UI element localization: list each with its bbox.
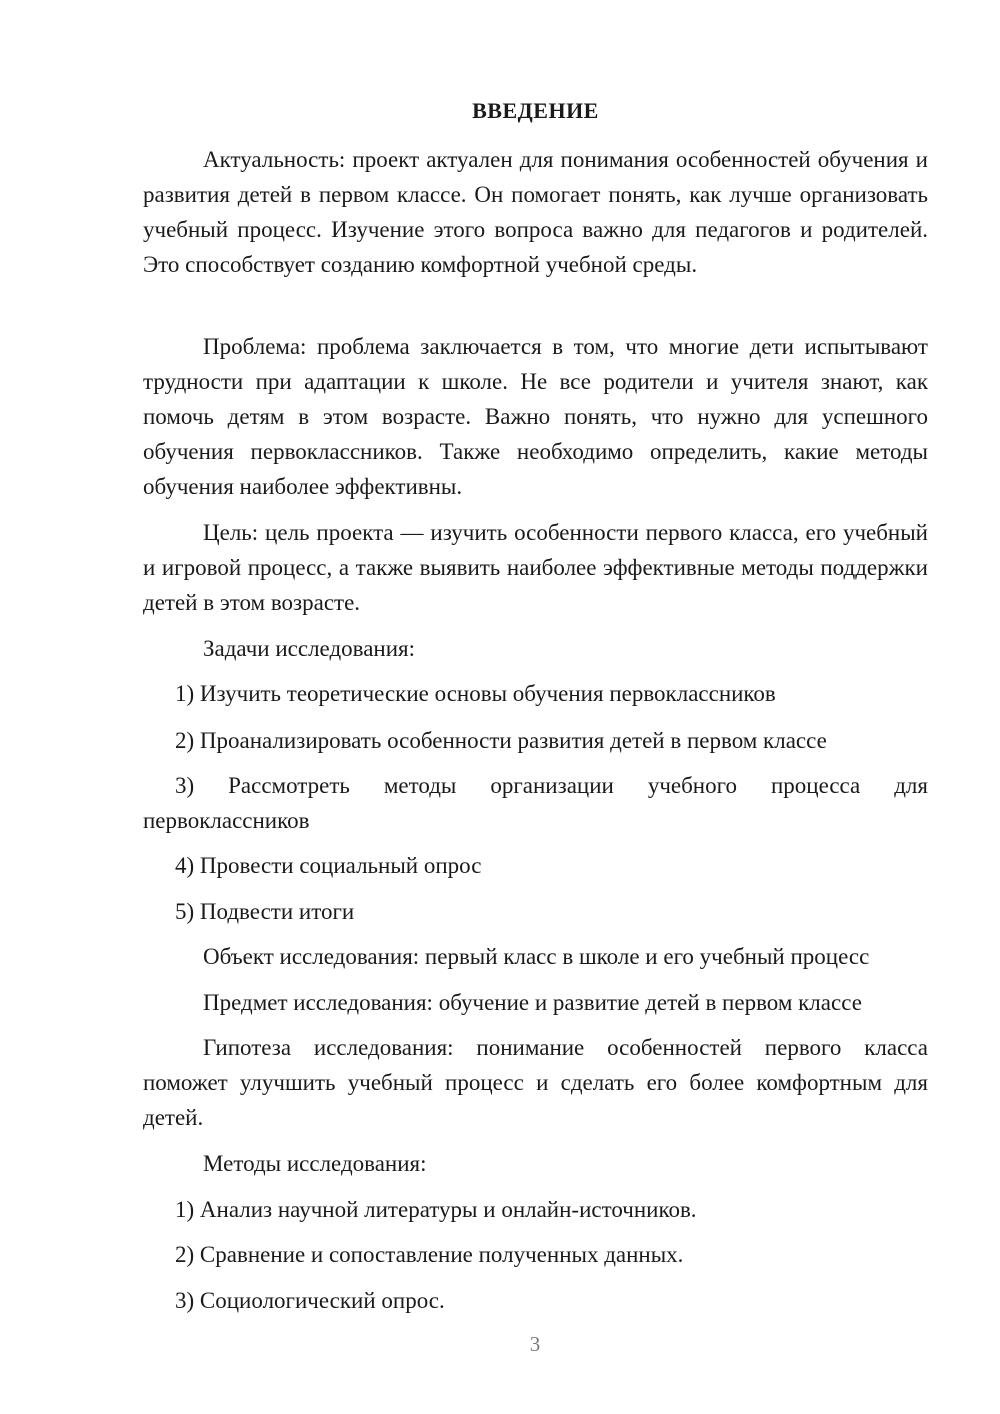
- paragraph-problem: Проблема: проблема заключается в том, что многие дети испытывают трудности при адаптации к школе. Не все родители и учителя знают, как помочь детям в этом возрасте. Важно понять, что нужно для успешного обучения первоклассников. Также необходимо определить, какие методы обучения наиболее эффективны.: [143, 334, 928, 499]
- task-item: 3) Рассмотреть методы организации учебного процесса для первоклассников: [143, 773, 928, 833]
- methods-heading: Методы исследования:: [203, 1151, 427, 1176]
- paragraph-goal: Цель: цель проекта — изучить особенности первого класса, его учебный и игровой процесс, а также выявить наиболее эффективные методы поддержки детей в этом возрасте.: [143, 520, 928, 615]
- research-subject: Предмет исследования: обучение и развитие детей в первом классе: [203, 990, 862, 1015]
- method-item: 3) Социологический опрос.: [175, 1288, 445, 1313]
- tasks-heading: Задачи исследования:: [203, 636, 416, 661]
- task-item: 5) Подвести итоги: [175, 899, 355, 924]
- task-item: 2) Проанализировать особенности развития детей в первом классе: [175, 728, 827, 753]
- task-item: 1) Изучить теоретические основы обучения первоклассников: [175, 681, 776, 706]
- method-item: 2) Сравнение и сопоставление полученных данных.: [175, 1242, 684, 1267]
- paragraph-relevance: Актуальность: проект актуален для понимания особенностей обучения и развития детей в первом классе. Он помогает понять, как лучше организовать учебный процесс. Изучение этого вопроса важно для педагогов и родителей. Это способствует созданию комфортной учебной среды.: [143, 147, 928, 277]
- task-item: 4) Провести социальный опрос: [175, 853, 482, 878]
- page-number: 3: [529, 1332, 541, 1356]
- method-item: 1) Анализ научной литературы и онлайн-источников.: [175, 1197, 697, 1222]
- research-hypothesis: Гипотеза исследования: понимание особенностей первого класса поможет улучшить учебный процесс и сделать его более комфортным для детей.: [143, 1035, 928, 1130]
- research-object: Объект исследования: первый класс в школе и его учебный процесс: [203, 944, 870, 969]
- section-title: ВВЕДЕНИЕ: [472, 98, 599, 123]
